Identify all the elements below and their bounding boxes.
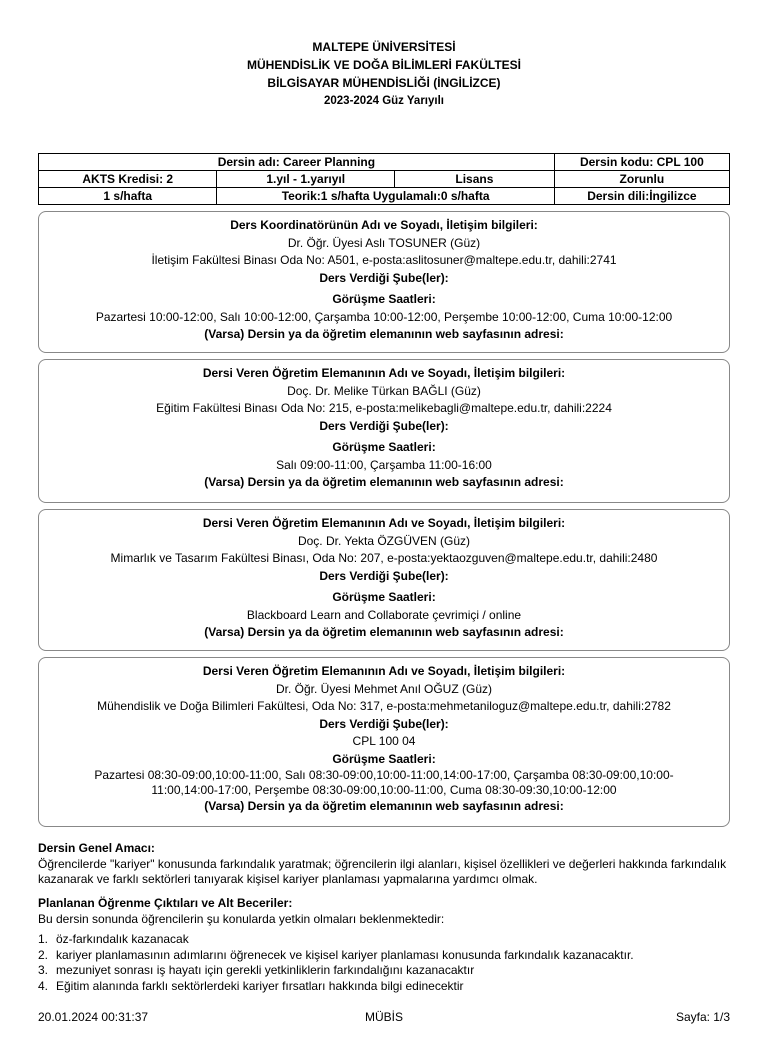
general-aim-title: Dersin Genel Amacı: [38, 841, 155, 855]
section-label: Ders Verdiği Şube(ler): [319, 270, 449, 285]
item-text: Eğitim alanında farklı sektörlerdeki kariyer fırsatları hakkında bilgi edinecektir [56, 978, 464, 993]
instructor-contact: İletişim Fakültesi Binası Oda No: A501, e-posta:aslitosuner@maltepe.edu.tr, dahili:2741 [151, 253, 617, 267]
section-label: Ders Verdiği Şube(ler): [319, 568, 449, 583]
box-heading: Dersi Veren Öğretim Elemanının Adı ve Soyadı, İletişim bilgileri: [202, 366, 566, 380]
box-heading: Dersi Veren Öğretim Elemanının Adı ve Soyadı, İletişim bilgileri: [202, 664, 566, 678]
office-hours-label: Görüşme Saatleri: [332, 440, 436, 454]
general-aim-section [38, 841, 730, 888]
outcomes-list [38, 932, 634, 994]
office-hours: Blackboard Learn and Collaborate çevrimiçi / online [246, 607, 522, 622]
table-row [39, 188, 730, 205]
item-number: 4. [38, 978, 49, 993]
instructor-name: Doç. Dr. Melike Türkan BAĞLI (Güz) [287, 383, 481, 398]
hours-breakdown: Teorik:1 s/hafta Uygulamalı:0 s/hafta [217, 188, 554, 205]
instructor-name: Doç. Dr. Yekta ÖZGÜVEN (Güz) [297, 533, 471, 548]
item-text: öz-farkındalık kazanacak [56, 932, 189, 946]
office-hours-label: Görüşme Saatleri: [332, 292, 436, 306]
office-hours-label: Görüşme Saatleri: [332, 590, 436, 604]
coordinator-box [38, 211, 730, 353]
list-item [38, 979, 634, 995]
instructor-box [38, 509, 730, 651]
web-address-label: (Varsa) Dersin ya da öğretim elemanının web sayfasının adresi: [204, 799, 564, 813]
course-info-table [38, 153, 730, 205]
instructor-contact: Mimarlık ve Tasarım Fakültesi Binası, Oda No: 207, e-posta:yektaozguven@maltepe.edu.tr, dahili:2480 [110, 551, 658, 565]
box-heading: Dersi Veren Öğretim Elemanının Adı ve Soyadı, İletişim bilgileri: [202, 516, 566, 530]
section-label: Ders Verdiği Şube(ler): [319, 716, 449, 731]
university-name: MALTEPE ÜNİVERSİTESİ [312, 40, 456, 54]
list-item [38, 932, 634, 948]
course-name: Dersin adı: Career Planning [39, 154, 555, 171]
office-hours-label: Görüşme Saatleri: [332, 751, 436, 766]
faculty-name: MÜHENDİSLİK VE DOĞA BİLİMLERİ FAKÜLTESİ [246, 58, 521, 72]
year-semester: 1.yıl - 1.yarıyıl [217, 171, 395, 188]
outcomes-title: Planlanan Öğrenme Çıktıları ve Alt Beceriler: [38, 896, 293, 910]
instructor-name: Dr. Öğr. Üyesi Mehmet Anıl OĞUZ (Güz) [275, 681, 493, 696]
instructor-name: Dr. Öğr. Üyesi Aslı TOSUNER (Güz) [287, 235, 481, 250]
office-hours: Pazartesi 10:00-12:00, Salı 10:00-12:00, Çarşamba 10:00-12:00, Perşembe 10:00-12:00, Cuma 10:00-12:00 [95, 309, 673, 324]
instructor-contact: Mühendislik ve Doğa Bilimleri Fakültesi, Oda No: 317, e-posta:mehmetaniloguz@maltepe.edu.tr, dahili:2782 [97, 699, 671, 713]
web-address-label: (Varsa) Dersin ya da öğretim elemanının web sayfasının adresi: [204, 625, 564, 639]
outcomes-section [38, 896, 730, 927]
course-type: Zorunlu [554, 171, 729, 188]
course-language: Dersin dili:İngilizce [554, 188, 729, 205]
weekly-hours: 1 s/hafta [39, 188, 217, 205]
box-heading: Ders Koordinatörünün Adı ve Soyadı, İletişim bilgileri: [230, 218, 538, 232]
ects-credit: AKTS Kredisi: 2 [39, 171, 217, 188]
section-code: CPL 100 04 [352, 734, 416, 748]
office-hours: Salı 09:00-11:00, Çarşamba 11:00-16:00 [276, 457, 492, 472]
table-row [39, 171, 730, 188]
outcomes-intro: Bu dersin sonunda öğrencilerin şu konularda yetkin olmaları beklenmektedir: [38, 911, 445, 926]
footer-system: MÜBİS [364, 1010, 403, 1024]
item-text: kariyer planlamasının adımlarını öğrenecek ve kişisel kariyer planlaması konusunda farkındalık kazanacaktır. [56, 947, 634, 962]
semester: 2023-2024 Güz Yarıyılı [324, 95, 444, 107]
page-number: Sayfa: 1/3 [675, 1010, 730, 1024]
item-number: 3. [38, 963, 49, 977]
section-label: Ders Verdiği Şube(ler): [319, 418, 449, 433]
office-hours: Pazartesi 08:30-09:00,10:00-11:00, Salı 08:30-09:00,10:00-11:00,14:00-17:00, Çarşamba 08:30-09:00,10:00-11:00,14:00-17:00, Perşembe 08:30-09:00,10:00-11:00, Cuma 08:30-09:30,10:00-12:00 [94, 768, 674, 797]
instructor-box [38, 657, 730, 827]
table-row [39, 154, 730, 171]
instructor-contact: Eğitim Fakültesi Binası Oda No: 215, e-posta:melikebagli@maltepe.edu.tr, dahili:2224 [156, 401, 612, 415]
general-aim-text: Öğrencilerde "kariyer" konusunda farkındalık yaratmak; öğrencilerin ilgi alanları, kişisel özellikleri ve değerleri hakkında farkındalık kazanarak ve farklı sektörleri tanıyarak kişisel kariyer planlaması yapmalarına yardımcı olmak. [38, 856, 727, 886]
list-item [38, 948, 634, 964]
document-header [0, 38, 768, 110]
item-text: mezuniyet sonrası iş hayatı için gerekli yetkinliklerin farkındalığını kazanacaktır [56, 963, 475, 977]
list-item [38, 963, 634, 979]
footer-timestamp: 20.01.2024 00:31:37 [38, 1010, 149, 1024]
degree-level: Lisans [394, 171, 554, 188]
web-address-label: (Varsa) Dersin ya da öğretim elemanının web sayfasının adresi: [204, 327, 564, 341]
instructor-box [38, 359, 730, 503]
item-number: 1. [38, 932, 49, 946]
item-number: 2. [38, 947, 49, 962]
department-name: BİLGİSAYAR MÜHENDİSLİĞİ (İNGİLİZCE) [267, 76, 501, 90]
course-code: Dersin kodu: CPL 100 [554, 154, 729, 171]
web-address-label: (Varsa) Dersin ya da öğretim elemanının web sayfasının adresi: [204, 475, 564, 489]
